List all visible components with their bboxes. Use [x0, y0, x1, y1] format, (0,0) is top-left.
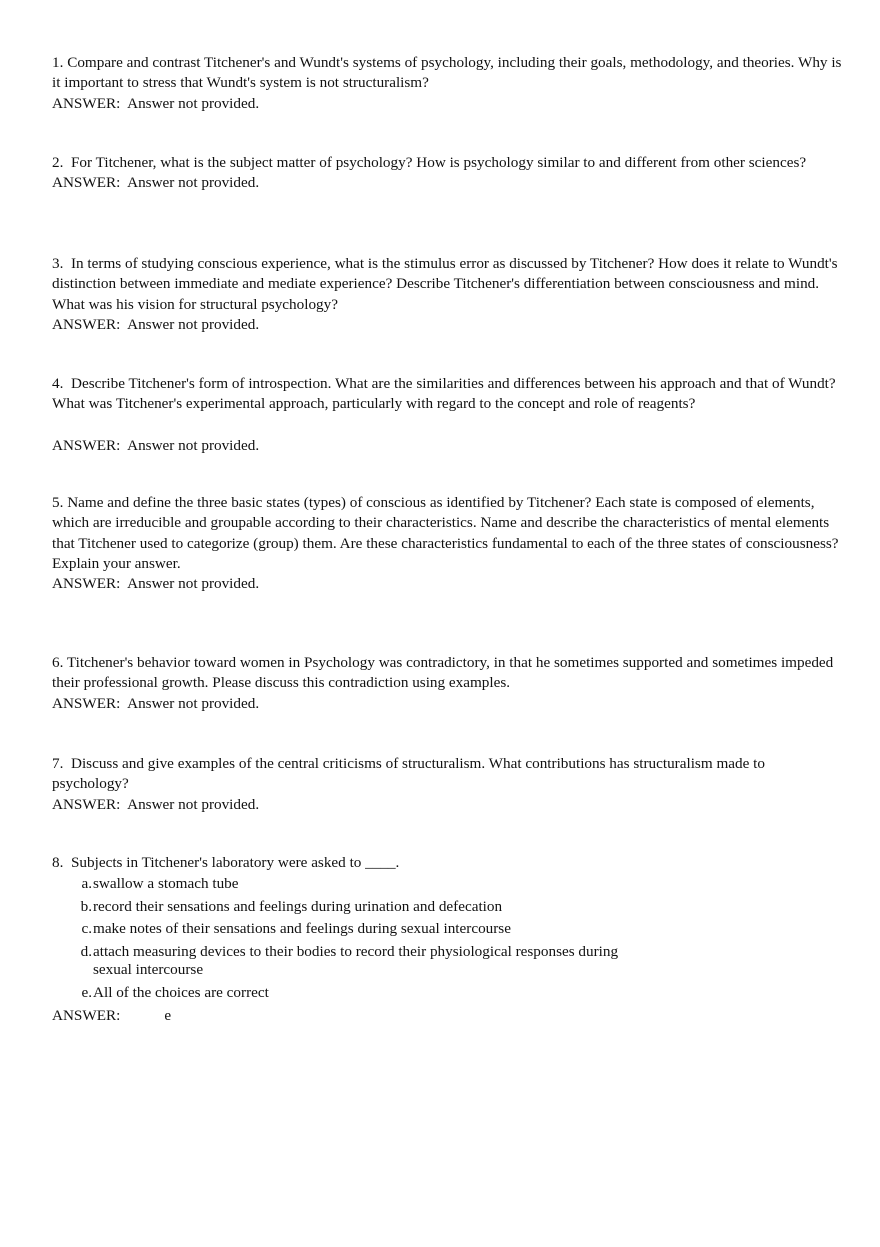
question-6: [52, 653, 842, 714]
answer-line: [52, 436, 842, 456]
question-number: 6.: [52, 654, 64, 671]
answer-label: ANSWER:: [52, 94, 121, 112]
question-text: [52, 374, 842, 415]
answer-label: ANSWER:: [52, 174, 121, 192]
question-text: [52, 493, 842, 574]
answer-label: ANSWER:: [52, 315, 121, 333]
answer-line: [52, 574, 842, 594]
question-7: [52, 754, 842, 815]
question-2: [52, 153, 842, 194]
choice-letter: d.: [80, 942, 92, 960]
answer-line: [52, 173, 842, 193]
answer-value: Answer not provided.: [127, 315, 260, 333]
question-body: In terms of studying conscious experience, what is the stimulus error as discussed by Titchener? How does it relate to Wundt's distinction between immediate and mediate experience? Describe Titchener's differentiation between consciousness and mind. What was his vision for structural psychology?: [52, 255, 842, 313]
choice-text: swallow a stomach tube: [93, 875, 239, 893]
choice-a: [52, 875, 653, 894]
choice-text: record their sensations and feelings during urination and defecation: [93, 897, 503, 915]
question-body: Titchener's behavior toward women in Psychology was contradictory, in that he sometimes supported and sometimes impeded their professional growth. Please discuss this contradiction using examples.: [52, 654, 838, 692]
question-number: 2.: [52, 154, 64, 171]
answer-line: [52, 694, 842, 714]
choice-letter: c.: [81, 920, 92, 938]
question-number: 8.: [52, 854, 64, 871]
choice-list: [52, 875, 842, 1002]
answer-label: ANSWER:: [52, 694, 121, 712]
question-4: [52, 374, 842, 456]
answer-line: [52, 795, 842, 815]
question-body: Subjects in Titchener's laboratory were asked to ____.: [70, 854, 400, 871]
answer-line: [52, 315, 842, 335]
question-text: [52, 653, 842, 694]
question-body: Discuss and give examples of the central criticisms of structuralism. What contributions has structuralism made to psychology?: [52, 755, 769, 793]
choice-c: [52, 920, 653, 939]
choice-letter: e.: [81, 983, 92, 1001]
question-8: [52, 853, 842, 1027]
question-number: 4.: [52, 375, 64, 392]
question-number: 7.: [52, 755, 64, 772]
answer-value: Answer not provided.: [127, 436, 260, 454]
question-number: 5.: [52, 494, 64, 511]
question-3: [52, 254, 842, 335]
answer-value: Answer not provided.: [127, 174, 260, 192]
question-text: [52, 754, 842, 795]
choice-text: All of the choices are correct: [93, 983, 269, 1001]
answer-value: e: [164, 1007, 172, 1025]
answer-line: [52, 94, 842, 114]
answer-value: Answer not provided.: [127, 694, 260, 712]
question-text: [52, 53, 846, 94]
answer-label: ANSWER:: [52, 795, 121, 813]
question-body: Name and define the three basic states (types) of conscious as identified by Titchener? Each state is composed of elements, which are irreducible and groupable according to their characteristics. Name and describe the characteristics of mental elements that Titchener used to categorize (group) them. Are these characteristics fundamental to each of the three states of consciousness? Explain your answer.: [52, 494, 843, 572]
answer-value: Answer not provided.: [127, 795, 260, 813]
answer-label: ANSWER:: [52, 1007, 121, 1025]
choice-text: attach measuring devices to their bodies to record their physiological responses during sexual intercourse: [93, 942, 619, 979]
question-number: 3.: [52, 255, 64, 272]
question-1: [52, 53, 846, 114]
answer-line: [52, 1006, 842, 1026]
question-text: [52, 254, 842, 315]
choice-d: [52, 943, 653, 980]
answer-label: ANSWER:: [52, 436, 121, 454]
choice-b: [52, 898, 653, 917]
answer-value: Answer not provided.: [127, 575, 260, 593]
choice-letter: b.: [80, 897, 92, 915]
question-body: Describe Titchener's form of introspection. What are the similarities and differences between his approach and that of Wundt? What was Titchener's experimental approach, particularly with regard to the concept and role of reagents?: [52, 375, 840, 413]
question-number: 1.: [52, 54, 64, 71]
choice-e: [52, 984, 653, 1003]
question-text: [52, 153, 842, 173]
question-body: Compare and contrast Titchener's and Wundt's systems of psychology, including their goals, methodology, and theories. Why is it important to stress that Wundt's system is not structuralism?: [52, 54, 846, 92]
answer-label: ANSWER:: [52, 575, 121, 593]
answer-value: Answer not provided.: [127, 94, 260, 112]
choice-letter: a.: [81, 875, 92, 893]
question-text: [52, 853, 842, 873]
choice-text: make notes of their sensations and feelings during sexual intercourse: [93, 920, 511, 938]
question-body: For Titchener, what is the subject matter of psychology? How is psychology similar to and different from other sciences?: [70, 154, 807, 171]
question-5: [52, 493, 842, 594]
